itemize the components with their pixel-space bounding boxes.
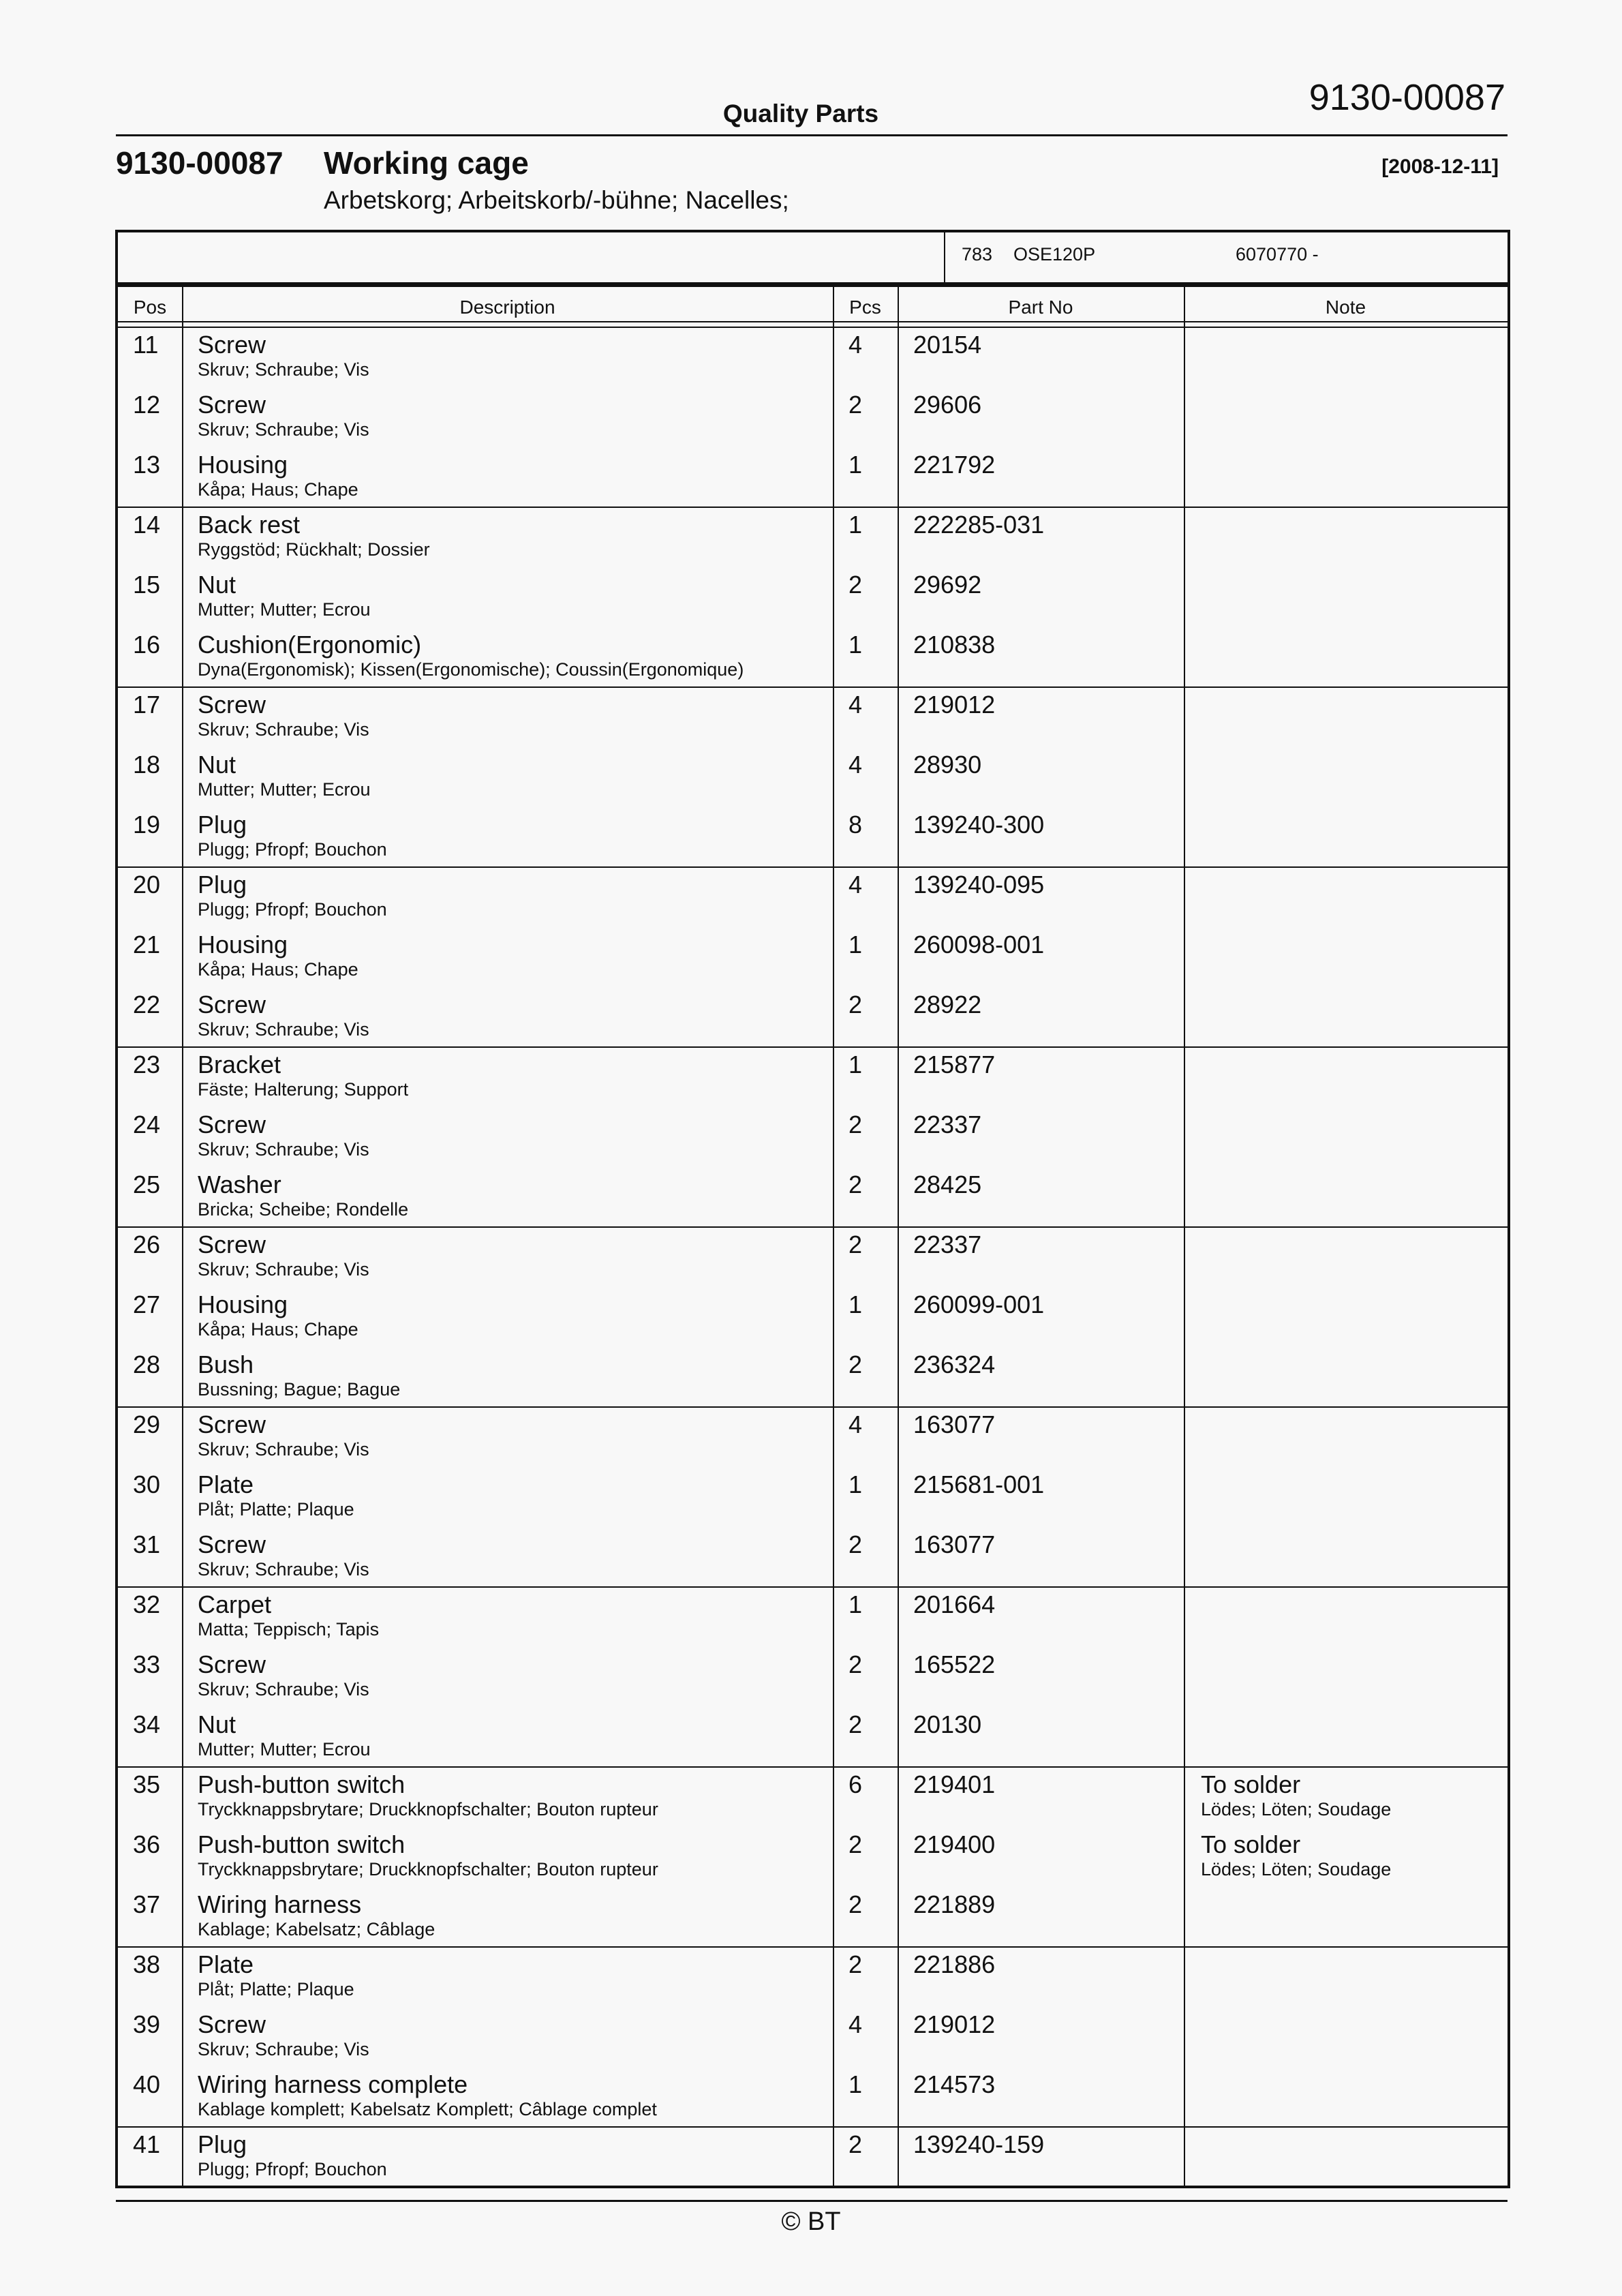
item-description: Screw — [198, 391, 266, 419]
item-translation: Mutter; Mutter; Ecrou — [198, 779, 371, 800]
item-pos: 14 — [133, 511, 161, 539]
item-translation: Bussning; Bague; Bague — [198, 1379, 401, 1400]
item-description: Washer — [198, 1170, 281, 1198]
item-pos: 37 — [133, 1890, 161, 1918]
item-pcs: 1 — [848, 631, 863, 659]
item-translation: Tryckknappsbrytare; Druckknopfschalter; Bouton rupteur — [198, 1859, 658, 1879]
item-part-no: 215877 — [913, 1051, 996, 1078]
model-serial: 6070770 - — [1236, 244, 1319, 265]
item-description: Plug — [198, 811, 247, 839]
column-divider — [182, 287, 183, 2186]
item-description: Screw — [198, 1111, 266, 1138]
item-part-no: 214573 — [913, 2070, 996, 2098]
item-pos: 11 — [133, 331, 159, 359]
item-part-no: 210838 — [913, 631, 996, 659]
item-description: Plug — [198, 871, 247, 898]
group-separator — [118, 1226, 1508, 1228]
item-part-no: 219401 — [913, 1770, 996, 1798]
item-pos: 27 — [133, 1290, 161, 1318]
item-translation: Skruv; Schraube; Vis — [198, 2039, 369, 2059]
item-pcs: 1 — [848, 1590, 863, 1618]
item-translation: Skruv; Schraube; Vis — [198, 419, 369, 440]
item-pcs: 6 — [848, 1770, 863, 1798]
item-description: Screw — [198, 2010, 266, 2038]
item-pcs: 2 — [848, 1890, 863, 1918]
item-description: Wiring harness complete — [198, 2070, 468, 2098]
item-pos: 30 — [133, 1470, 161, 1498]
footer-text: © BT — [781, 2207, 841, 2236]
item-translation: Bricka; Scheibe; Rondelle — [198, 1199, 409, 1220]
item-translation: Skruv; Schraube; Vis — [198, 1019, 369, 1040]
item-part-no: 139240-159 — [913, 2130, 1045, 2158]
group-separator — [118, 2126, 1508, 2128]
column-divider — [1184, 287, 1185, 2186]
item-part-no: 20154 — [913, 331, 982, 359]
item-pos: 20 — [133, 871, 161, 898]
footer-rule — [116, 2200, 1508, 2202]
item-part-no: 163077 — [913, 1530, 996, 1558]
item-part-no: 139240-300 — [913, 811, 1045, 839]
item-pcs: 2 — [848, 1170, 863, 1198]
item-pcs: 2 — [848, 1230, 863, 1258]
column-header-pos: Pos — [133, 297, 167, 318]
item-translation: Skruv; Schraube; Vis — [198, 1439, 369, 1460]
item-translation: Skruv; Schraube; Vis — [198, 1559, 369, 1580]
item-part-no: 28922 — [913, 991, 982, 1018]
doc-number-top: 9130-00087 — [1309, 77, 1505, 118]
item-part-no: 22337 — [913, 1230, 982, 1258]
item-pos: 35 — [133, 1770, 161, 1798]
model-code: 783 — [962, 244, 993, 265]
model-box — [115, 230, 1510, 285]
group-separator — [118, 507, 1508, 508]
item-pos: 19 — [133, 811, 161, 839]
item-translation: Kåpa; Haus; Chape — [198, 479, 358, 500]
item-translation: Skruv; Schraube; Vis — [198, 1139, 369, 1160]
column-divider — [833, 287, 834, 2186]
item-pos: 12 — [133, 391, 161, 419]
header-rule-lower — [118, 327, 1508, 328]
item-description: Plate — [198, 1470, 254, 1498]
catalog-date: [2008-12-11] — [1381, 155, 1499, 178]
item-description: Nut — [198, 1710, 236, 1738]
item-pos: 25 — [133, 1170, 161, 1198]
column-header-description: Description — [459, 297, 555, 318]
item-pcs: 1 — [848, 1470, 863, 1498]
item-pcs: 4 — [848, 691, 863, 719]
item-description: Screw — [198, 991, 266, 1018]
item-pos: 41 — [133, 2130, 161, 2158]
item-translation: Kablage; Kabelsatz; Câblage — [198, 1919, 435, 1939]
item-translation: Kåpa; Haus; Chape — [198, 1319, 358, 1340]
item-note-translation: Lödes; Löten; Soudage — [1201, 1859, 1392, 1879]
item-part-no: 221886 — [913, 1950, 996, 1978]
group-separator — [118, 1586, 1508, 1588]
item-translation: Skruv; Schraube; Vis — [198, 1259, 369, 1280]
item-translation: Plugg; Pfropf; Bouchon — [198, 839, 387, 860]
item-description: Push-button switch — [198, 1770, 406, 1798]
item-part-no: 219012 — [913, 2010, 996, 2038]
item-pcs: 4 — [848, 871, 863, 898]
catalog-number: 9130-00087 — [116, 145, 284, 181]
item-pcs: 4 — [848, 2010, 863, 2038]
item-pos: 33 — [133, 1650, 161, 1678]
catalog-subtitle: Arbetskorg; Arbeitskorb/-bühne; Nacelles; — [324, 186, 789, 214]
item-description: Housing — [198, 931, 288, 958]
item-description: Housing — [198, 451, 288, 479]
item-note: To solder — [1201, 1830, 1301, 1858]
item-pos: 28 — [133, 1350, 161, 1378]
item-pos: 34 — [133, 1710, 161, 1738]
item-translation: Plugg; Pfropf; Bouchon — [198, 2159, 387, 2179]
item-pcs: 4 — [848, 331, 863, 359]
item-description: Wiring harness — [198, 1890, 362, 1918]
item-pos: 29 — [133, 1410, 161, 1438]
item-description: Screw — [198, 1410, 266, 1438]
item-description: Screw — [198, 1230, 266, 1258]
item-pos: 21 — [133, 931, 161, 958]
item-translation: Tryckknappsbrytare; Druckknopfschalter; Bouton rupteur — [198, 1799, 658, 1819]
item-pcs: 2 — [848, 571, 863, 599]
item-part-no: 29606 — [913, 391, 982, 419]
column-header-note: Note — [1325, 297, 1366, 318]
item-part-no: 29692 — [913, 571, 982, 599]
item-part-no: 28930 — [913, 751, 982, 779]
column-header-part-no: Part No — [1008, 297, 1073, 318]
item-pcs: 2 — [848, 1650, 863, 1678]
item-pos: 32 — [133, 1590, 161, 1618]
item-note-translation: Lödes; Löten; Soudage — [1201, 1799, 1392, 1819]
item-part-no: 139240-095 — [913, 871, 1045, 898]
item-pos: 16 — [133, 631, 161, 659]
item-translation: Kablage komplett; Kabelsatz Komplett; Câblage complet — [198, 2099, 657, 2119]
item-translation: Ryggstöd; Rückhalt; Dossier — [198, 539, 430, 560]
item-description: Screw — [198, 331, 266, 359]
item-description: Plate — [198, 1950, 254, 1978]
item-description: Screw — [198, 691, 266, 719]
group-separator — [118, 1406, 1508, 1408]
item-pos: 40 — [133, 2070, 161, 2098]
item-pcs: 1 — [848, 451, 863, 479]
item-translation: Plåt; Platte; Plaque — [198, 1979, 354, 1999]
item-part-no: 215681-001 — [913, 1470, 1045, 1498]
group-separator — [118, 1946, 1508, 1948]
item-part-no: 236324 — [913, 1350, 996, 1378]
item-part-no: 219012 — [913, 691, 996, 719]
item-translation: Plåt; Platte; Plaque — [198, 1499, 354, 1520]
parts-table — [115, 284, 1510, 2188]
item-translation: Skruv; Schraube; Vis — [198, 1679, 369, 1700]
item-translation: Skruv; Schraube; Vis — [198, 359, 369, 380]
header-title: Quality Parts — [722, 100, 879, 127]
item-description: Nut — [198, 571, 236, 599]
item-description: Cushion(Ergonomic) — [198, 631, 422, 659]
item-description: Screw — [198, 1650, 266, 1678]
item-part-no: 28425 — [913, 1170, 982, 1198]
item-part-no: 260099-001 — [913, 1290, 1045, 1318]
item-pcs: 2 — [848, 1111, 863, 1138]
item-description: Housing — [198, 1290, 288, 1318]
item-translation: Skruv; Schraube; Vis — [198, 719, 369, 740]
item-part-no: 22337 — [913, 1111, 982, 1138]
item-part-no: 20130 — [913, 1710, 982, 1738]
item-pos: 15 — [133, 571, 161, 599]
item-note: To solder — [1201, 1770, 1301, 1798]
item-pos: 18 — [133, 751, 161, 779]
item-part-no: 260098-001 — [913, 931, 1045, 958]
item-pcs: 2 — [848, 2130, 863, 2158]
item-description: Screw — [198, 1530, 266, 1558]
item-translation: Fäste; Halterung; Support — [198, 1079, 409, 1100]
item-part-no: 221889 — [913, 1890, 996, 1918]
item-pcs: 1 — [848, 511, 863, 539]
item-description: Plug — [198, 2130, 247, 2158]
item-description: Carpet — [198, 1590, 272, 1618]
item-pcs: 2 — [848, 991, 863, 1018]
model-name: OSE120P — [1013, 244, 1096, 265]
group-separator — [118, 1046, 1508, 1048]
item-pos: 17 — [133, 691, 161, 719]
item-pos: 31 — [133, 1530, 161, 1558]
item-pos: 36 — [133, 1830, 161, 1858]
group-separator — [118, 866, 1508, 868]
item-pos: 22 — [133, 991, 161, 1018]
item-pcs: 8 — [848, 811, 863, 839]
item-pcs: 4 — [848, 1410, 863, 1438]
item-pcs: 2 — [848, 1710, 863, 1738]
header-rule — [116, 134, 1508, 136]
item-pcs: 2 — [848, 1350, 863, 1378]
item-pcs: 1 — [848, 2070, 863, 2098]
item-pos: 13 — [133, 451, 161, 479]
item-translation: Kåpa; Haus; Chape — [198, 959, 358, 980]
item-part-no: 219400 — [913, 1830, 996, 1858]
item-translation: Plugg; Pfropf; Bouchon — [198, 899, 387, 920]
item-pos: 38 — [133, 1950, 161, 1978]
group-separator — [118, 1766, 1508, 1768]
column-header-pcs: Pcs — [849, 297, 881, 318]
item-part-no: 221792 — [913, 451, 996, 479]
item-pcs: 2 — [848, 1530, 863, 1558]
item-translation: Mutter; Mutter; Ecrou — [198, 1739, 371, 1759]
item-pcs: 4 — [848, 751, 863, 779]
item-pcs: 2 — [848, 1950, 863, 1978]
item-pcs: 2 — [848, 391, 863, 419]
item-pcs: 1 — [848, 1051, 863, 1078]
model-box-divider — [944, 232, 945, 282]
item-description: Nut — [198, 751, 236, 779]
item-description: Push-button switch — [198, 1830, 406, 1858]
item-translation: Dyna(Ergonomisk); Kissen(Ergonomische); Coussin(Ergonomique) — [198, 659, 744, 680]
item-description: Bush — [198, 1350, 254, 1378]
item-part-no: 201664 — [913, 1590, 996, 1618]
item-pcs: 2 — [848, 1830, 863, 1858]
item-part-no: 222285-031 — [913, 511, 1045, 539]
item-pos: 39 — [133, 2010, 161, 2038]
item-part-no: 163077 — [913, 1410, 996, 1438]
item-pos: 26 — [133, 1230, 161, 1258]
item-pcs: 1 — [848, 931, 863, 958]
group-separator — [118, 686, 1508, 688]
item-description: Back rest — [198, 511, 301, 539]
item-translation: Matta; Teppisch; Tapis — [198, 1619, 380, 1640]
item-pcs: 1 — [848, 1290, 863, 1318]
header-rule-upper — [118, 321, 1508, 322]
catalog-title: Working cage — [324, 145, 529, 181]
item-part-no: 165522 — [913, 1650, 996, 1678]
column-divider — [898, 287, 899, 2186]
item-pos: 24 — [133, 1111, 161, 1138]
item-description: Bracket — [198, 1051, 281, 1078]
item-translation: Mutter; Mutter; Ecrou — [198, 599, 371, 620]
item-pos: 23 — [133, 1051, 161, 1078]
